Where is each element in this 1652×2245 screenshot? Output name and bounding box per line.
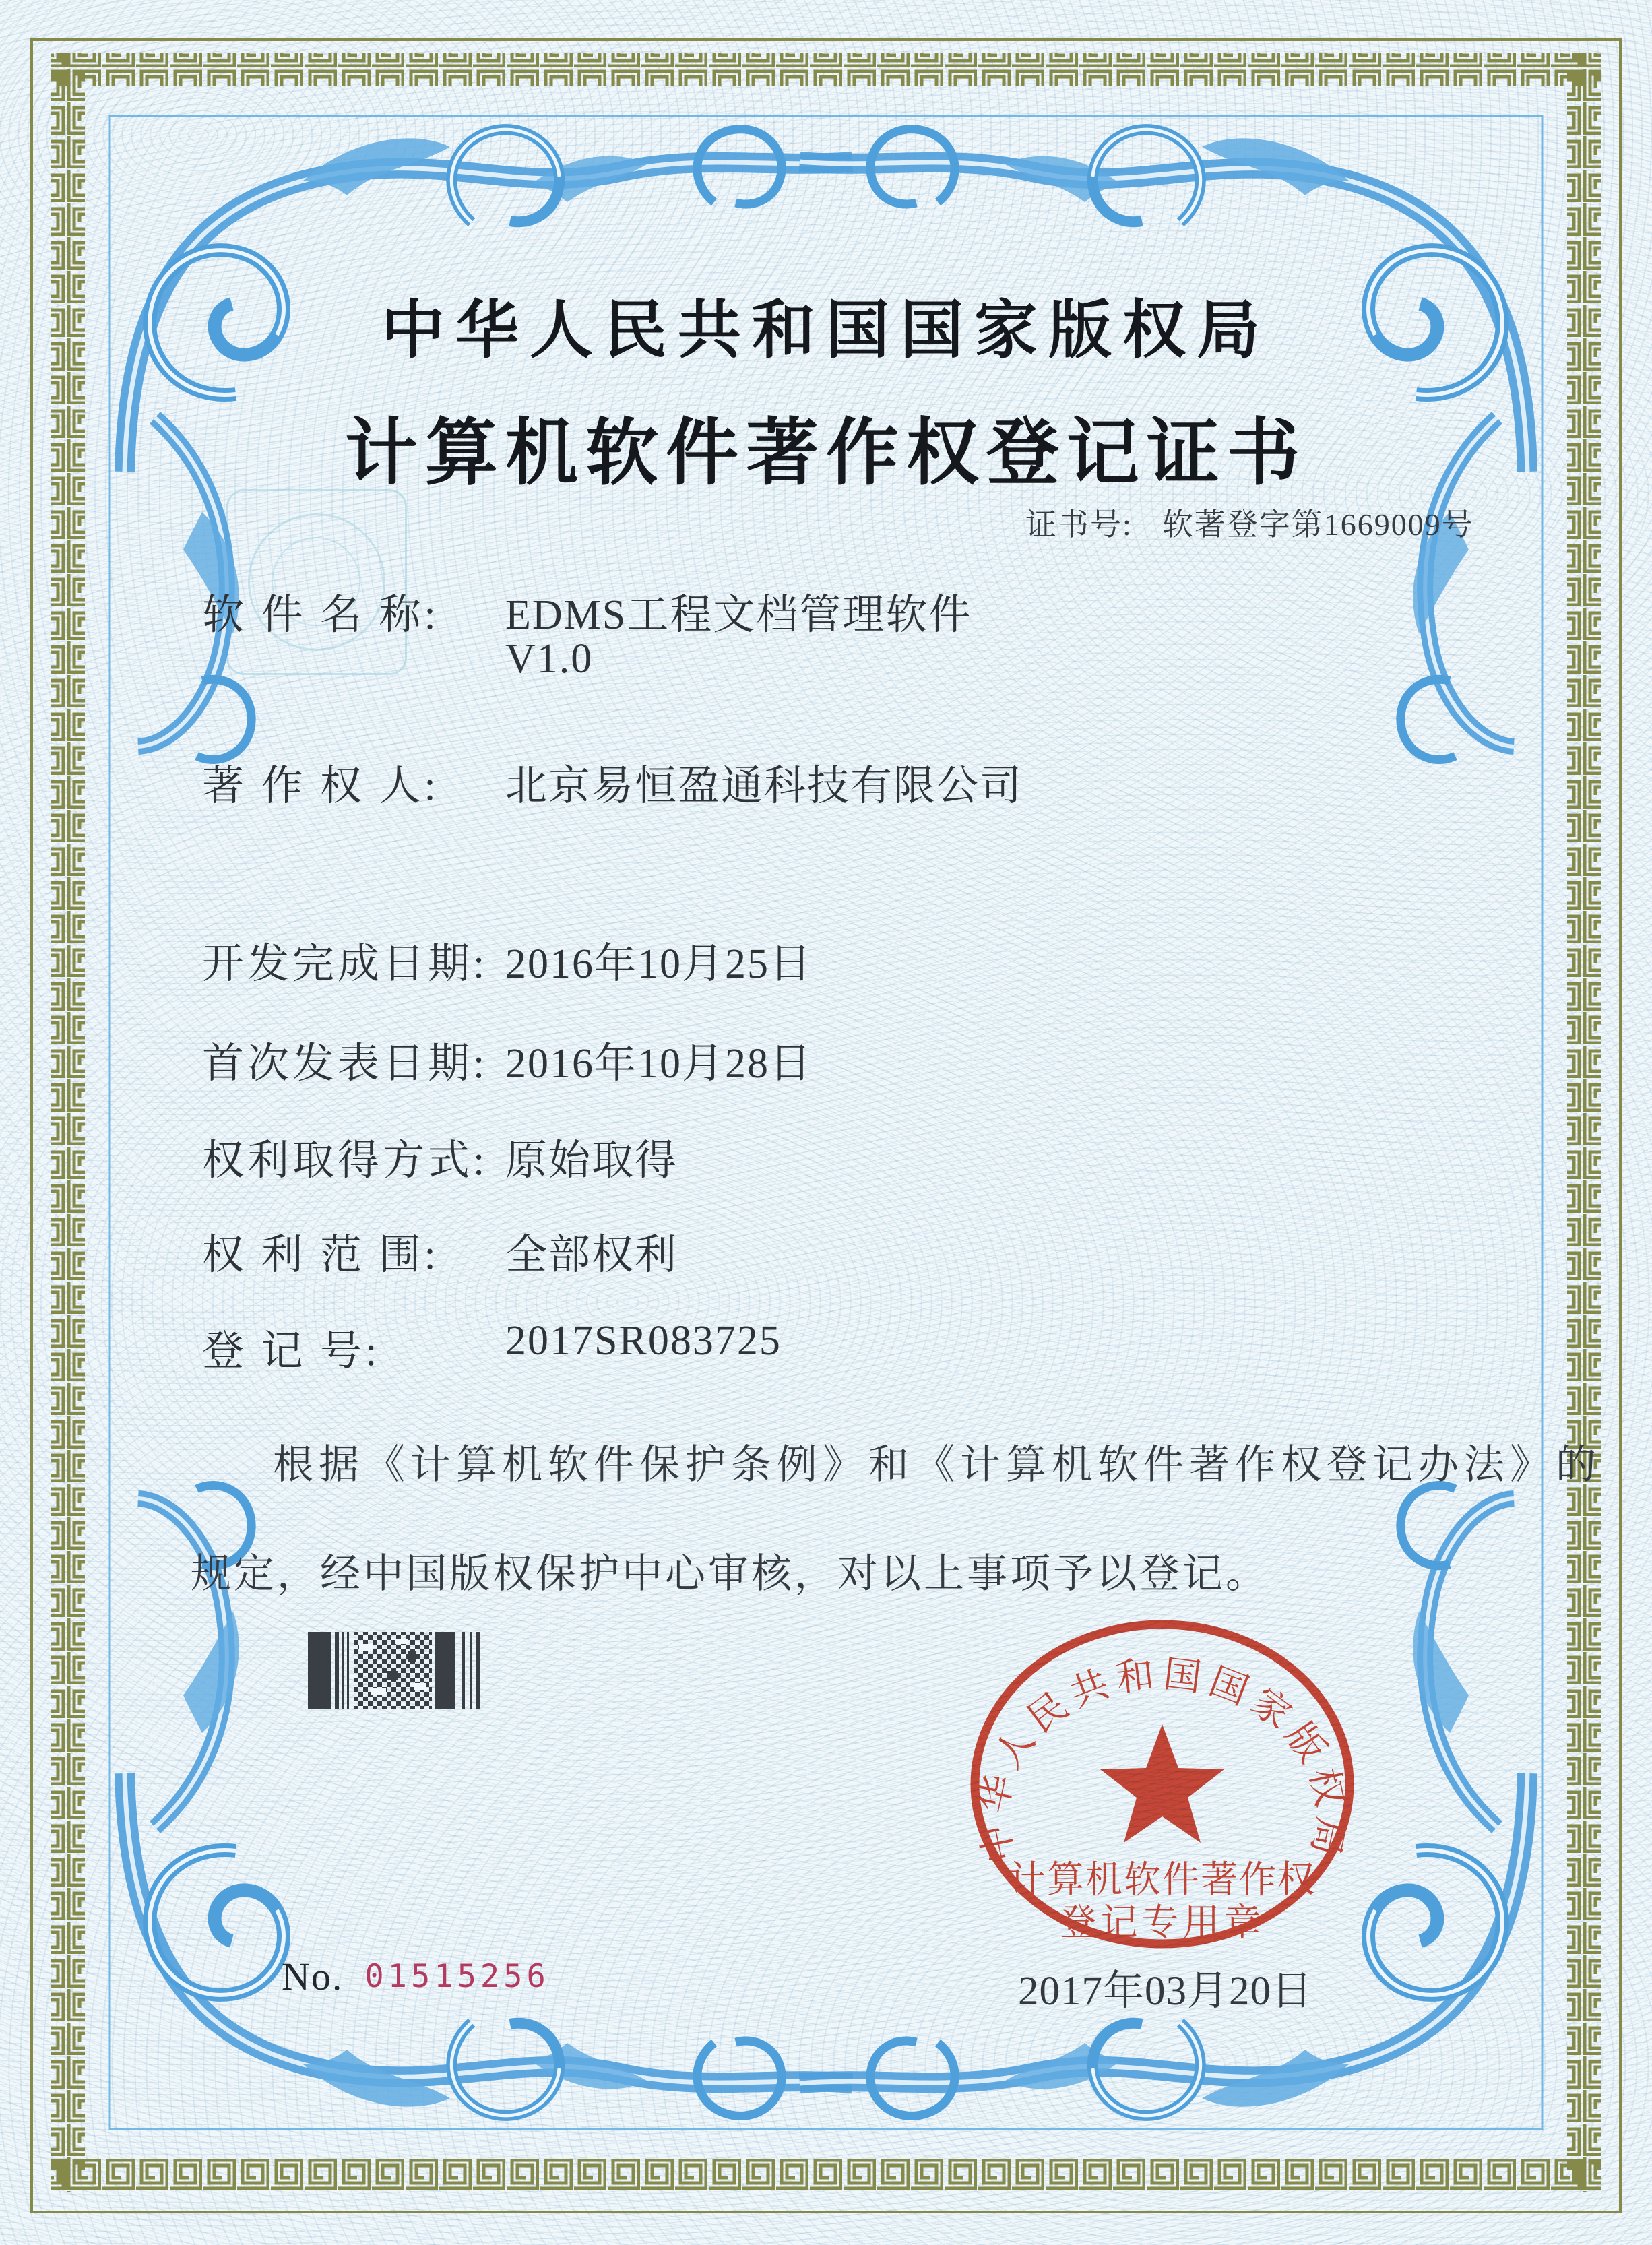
seal-ring-text: 中华人民共和国国家版权局 xyxy=(972,1653,1352,1866)
authority-title: 中华人民共和国国家版权局 xyxy=(381,296,1271,366)
seal-line-1: 计算机软件著作权 xyxy=(1008,1859,1316,1900)
field-label-software-name: 软 件 名 称: xyxy=(202,592,439,638)
field-label-rights-acquisition: 权利取得方式: xyxy=(202,1138,488,1184)
field-value-rights-scope: 全部权利 xyxy=(505,1232,678,1278)
field-value-software-name: EDMS工程文档管理软件 xyxy=(505,592,972,638)
serial-line xyxy=(282,1954,550,1999)
certificate-number-value: 软著登字第1669009号 xyxy=(1162,507,1474,542)
field-value-rights-acquisition: 原始取得 xyxy=(505,1138,678,1184)
field-label-first-publish-date: 首次发表日期: xyxy=(202,1041,488,1087)
field-label-rights-scope: 权 利 范 围: xyxy=(202,1232,439,1278)
statement-line-1: 根据《计算机软件保护条例》和《计算机软件著作权登记办法》的 xyxy=(273,1443,1601,1487)
statement-line-2: 规定，经中国版权保护中心审核，对以上事项予以登记。 xyxy=(191,1552,1269,1596)
field-value-first-publish-date: 2016年10月28日 xyxy=(505,1041,813,1087)
seal-star-icon xyxy=(1100,1724,1224,1843)
field-value-copyright-holder: 北京易恒盈通科技有限公司 xyxy=(505,763,1023,809)
certificate-number-label: 证书号: xyxy=(1025,507,1133,542)
field-label-dev-complete-date: 开发完成日期: xyxy=(202,941,488,987)
field-label-registration-number: 登 记 号: xyxy=(202,1329,381,1374)
serial-label: No. xyxy=(282,1955,344,1998)
issue-date: 2017年03月20日 xyxy=(1017,1969,1313,2014)
official-seal xyxy=(968,1617,1359,1954)
field-label-copyright-holder: 著 作 权 人: xyxy=(202,763,439,809)
serial-number: 01515256 xyxy=(364,1958,550,1995)
seal-line-2: 登记专用章 xyxy=(1059,1902,1265,1943)
barcode xyxy=(307,1631,483,1710)
field-value-registration-number: 2017SR083725 xyxy=(505,1318,782,1364)
field-value-dev-complete-date: 2016年10月25日 xyxy=(505,941,813,987)
certificate-number-line xyxy=(1025,500,1474,544)
certificate-title: 计算机软件著作权登记证书 xyxy=(344,414,1307,494)
field-value-version: V1.0 xyxy=(505,636,594,682)
